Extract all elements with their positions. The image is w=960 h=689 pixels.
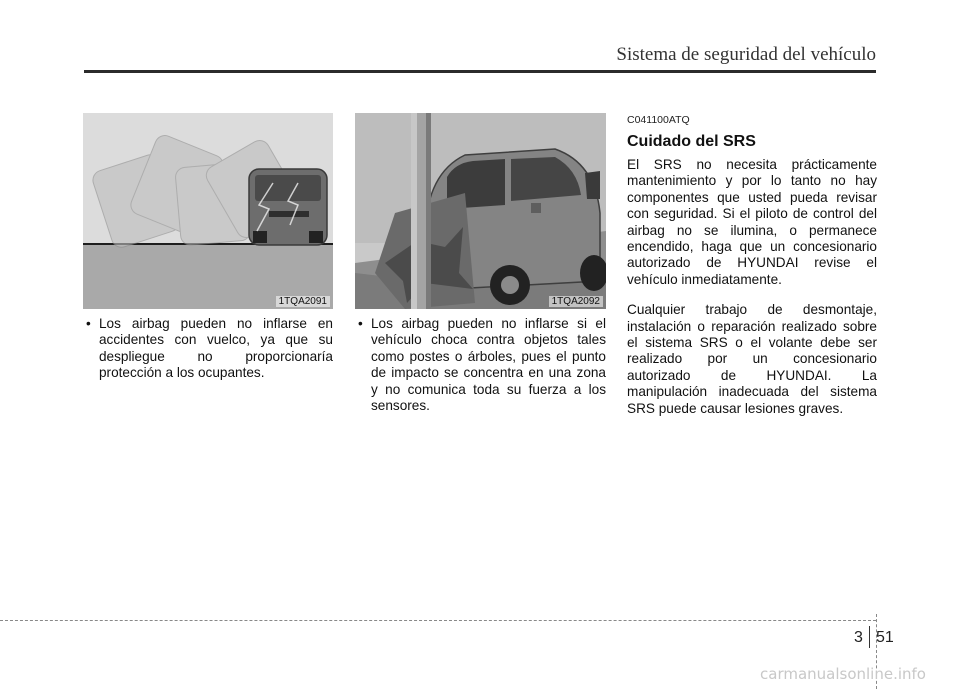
figure-code: 1TQA2091	[276, 296, 330, 307]
header-rule	[84, 70, 876, 73]
section-title: Cuidado del SRS	[627, 133, 756, 150]
figure-code: 1TQA2092	[549, 296, 603, 307]
page-chapter: 3	[854, 629, 863, 646]
pole-impact-figure	[355, 113, 606, 309]
bullet-text: Los airbag pueden no inflarse si el vehículo choca contra objetos tales como postes o árboles, pues el punto de impacto se concentra en una zona y no comunica toda su fuerza a los sensores.	[371, 316, 606, 414]
rollover-figure	[83, 113, 333, 309]
pole-impact-illustration	[355, 113, 606, 309]
bullet-marker: •	[86, 316, 91, 331]
section-code: C041100ATQ	[627, 114, 690, 126]
page-number: 51	[876, 629, 894, 646]
bullet-marker: •	[358, 316, 363, 331]
footer-rule	[0, 620, 876, 621]
page-divider	[869, 626, 870, 648]
bullet-text: Los airbag pueden no inflarse en accidentes con vuelco, ya que su despliegue no proporcionaría protección a los ocupantes.	[99, 316, 333, 381]
section-paragraph: El SRS no necesita prácticamente mantenimiento y por lo tanto no hay componentes que usted pueda revisar con seguridad. Si el piloto de control del airbag no se ilumina, o permanece encendido, haga que un concesionario autorizado de HYUNDAI revise el vehículo inmediatamente.	[627, 157, 877, 287]
header-title: Sistema de seguridad del vehículo	[616, 44, 876, 65]
bullet-pole-impact	[355, 316, 606, 414]
srs-care-section	[627, 114, 877, 431]
rollover-illustration	[83, 113, 333, 309]
section-paragraph: Cualquier trabajo de desmontaje, instalación o reparación realizado sobre el sistema SRS o el volante debe ser realizado por un concesionario autorizado de HYUNDAI. La manipulación inadecuada del sistema SRS puede causar lesiones graves.	[627, 302, 877, 416]
bullet-rollover	[83, 316, 333, 382]
watermark: carmanualsonline.info	[760, 665, 926, 683]
